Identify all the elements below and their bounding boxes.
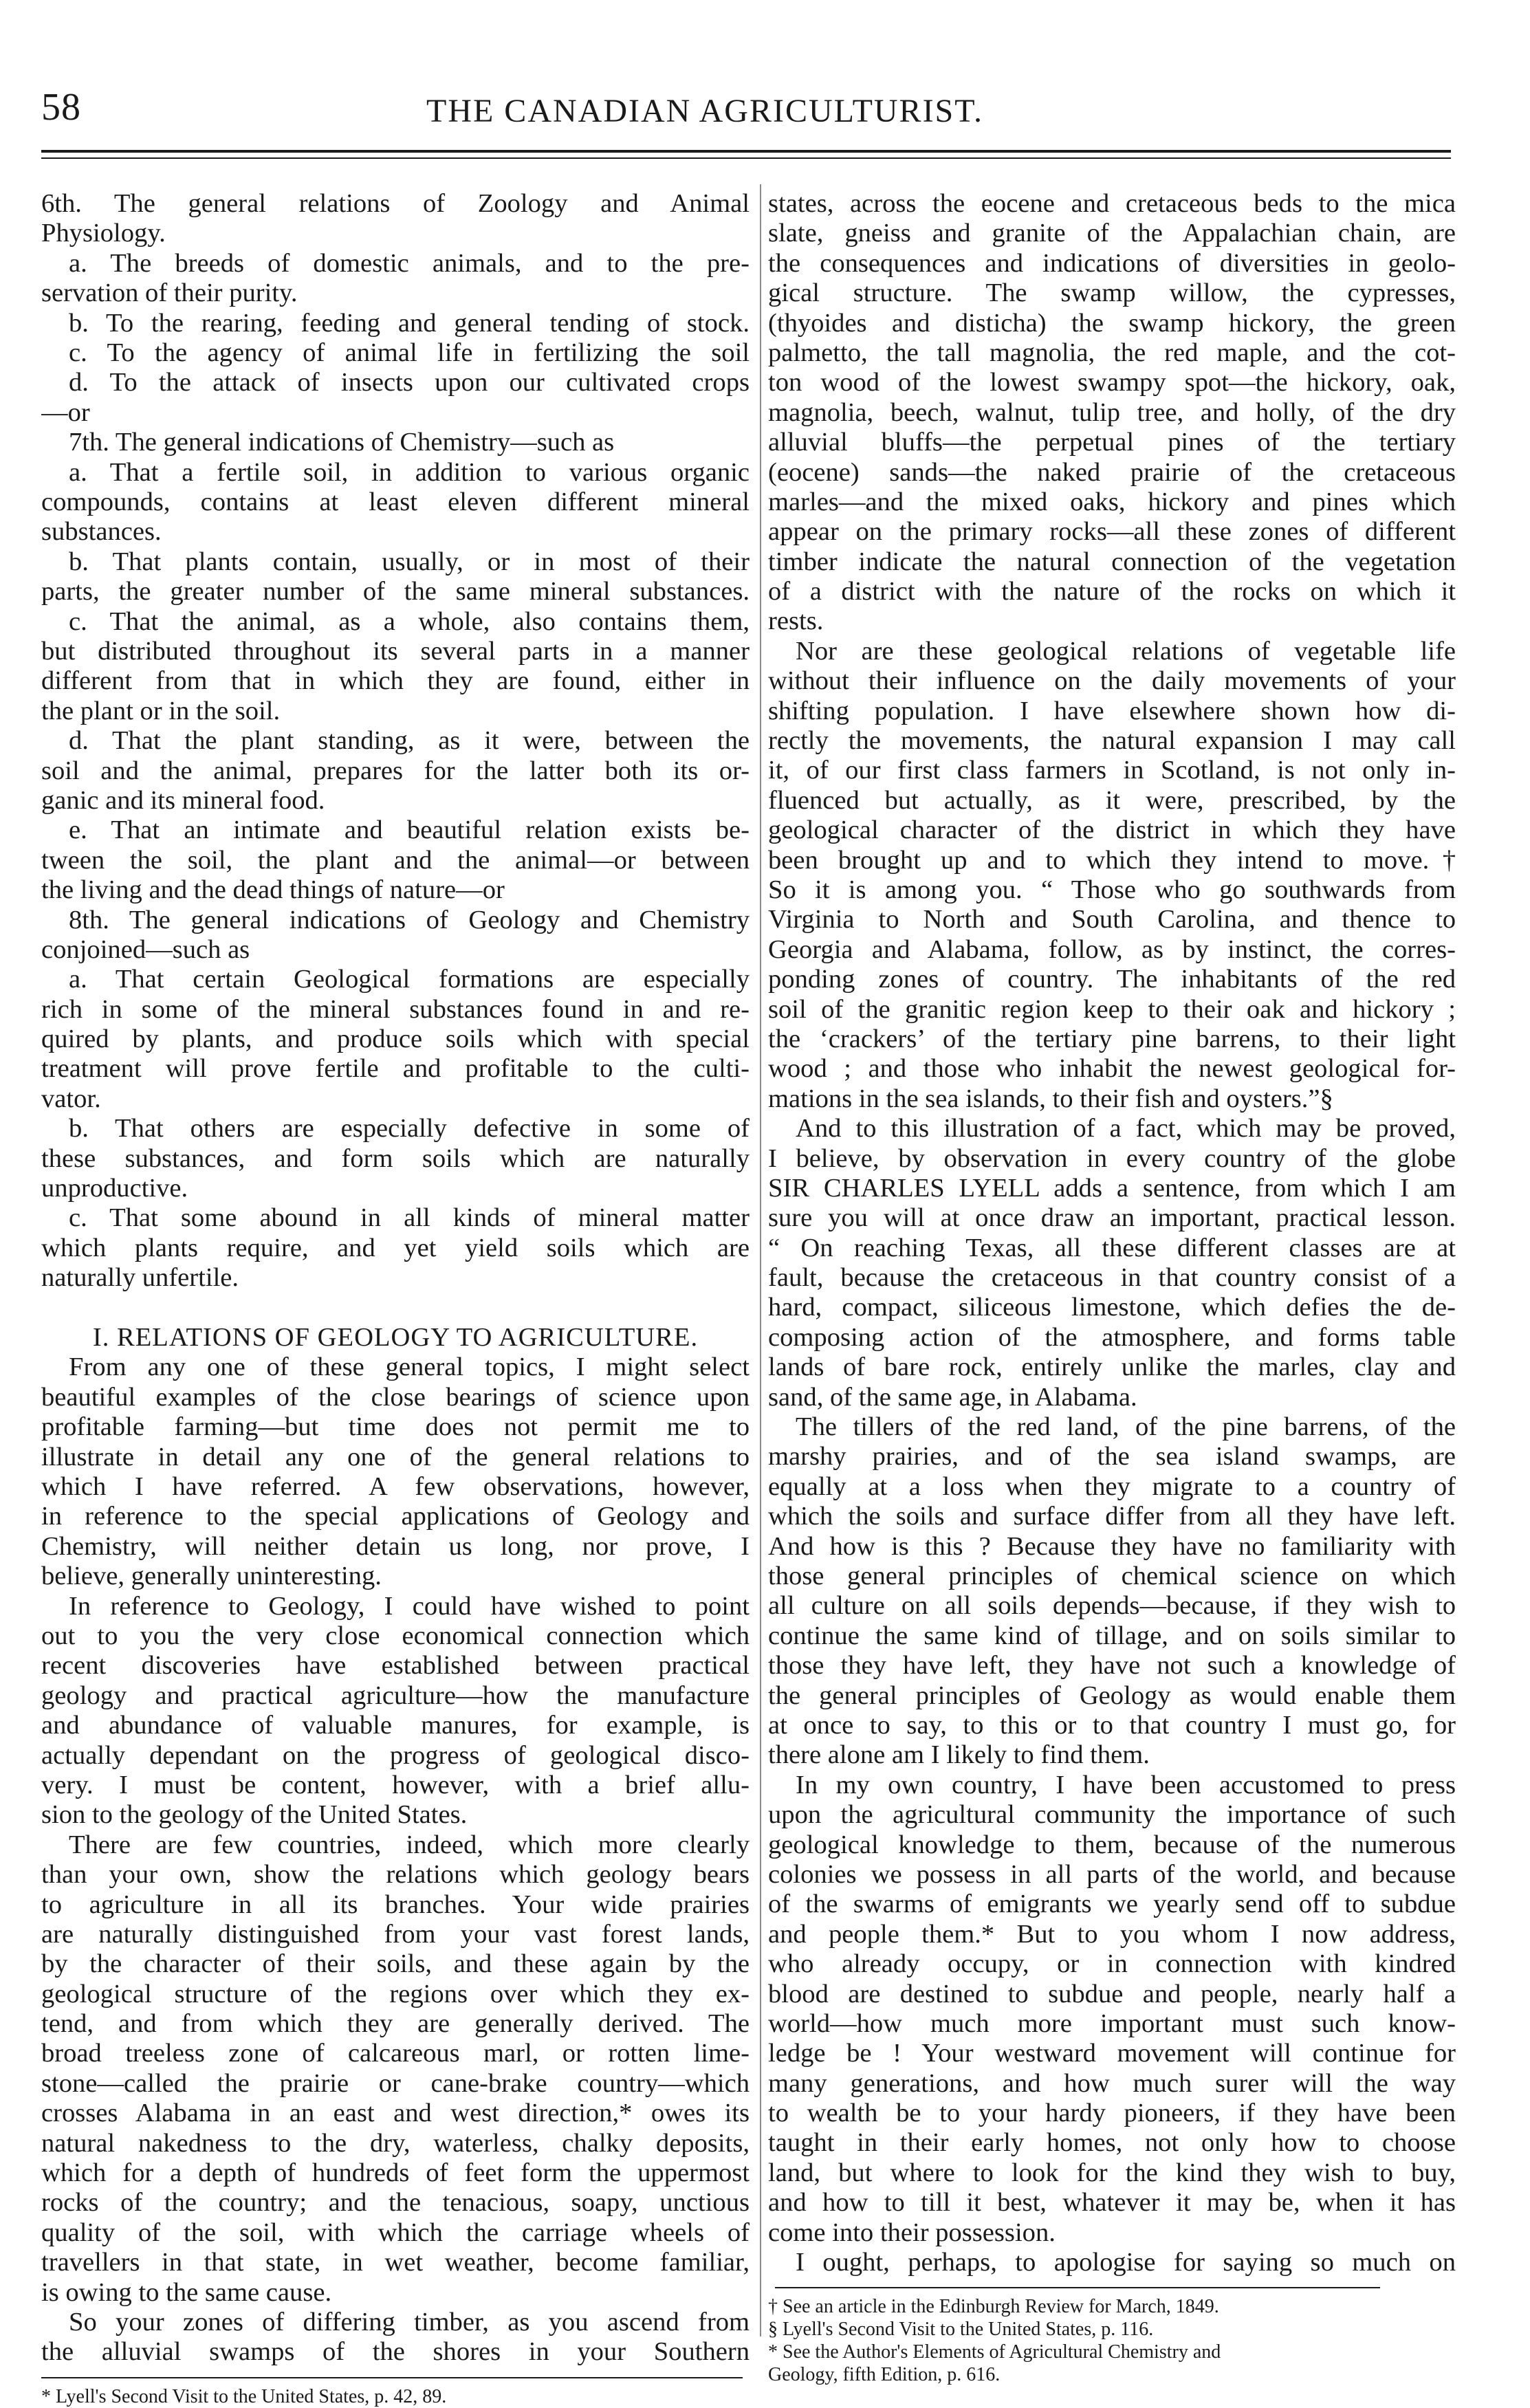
left-text-line: In reference to Geology, I could have wished to point	[69, 1591, 750, 1621]
left-text-line: and abundance of valuable manures, for example, is	[41, 1711, 750, 1740]
right-text-line: composing action of the atmosphere, and forms table	[768, 1322, 1456, 1352]
right-text-line: alluvial bluffs—the perpetual pines of the tertiary	[768, 428, 1456, 457]
left-text-line: vator.	[41, 1084, 101, 1113]
left-text-line: geological structure of the regions over which they ex-	[41, 1979, 750, 2009]
right-text-line: fault, because the cretaceous in that country consist of a	[768, 1263, 1456, 1293]
right-text-line: Georgia and Alabama, follow, as by instinct, the corres-	[768, 934, 1456, 964]
left-text-line: travellers in that state, in wet weather, become familiar,	[41, 2248, 750, 2277]
right-text-line: world—how much more important must such know-	[768, 2009, 1456, 2038]
left-text-line: rich in some of the mineral substances found in and re-	[41, 994, 750, 1024]
right-text-line: geological knowledge to them, because of the numerous	[768, 1830, 1456, 1859]
left-text-line: geology and practical agriculture—how the manufacture	[41, 1681, 750, 1710]
left-text-line: which for a depth of hundreds of feet form the uppermost	[41, 2158, 750, 2188]
left-text-line: c. That the animal, as a whole, also contains them,	[69, 606, 750, 636]
right-text-line: lands of bare rock, entirely unlike the marles, clay and	[768, 1353, 1456, 1382]
left-text-line: are naturally distinguished from your vast forest lands,	[41, 1919, 750, 1949]
right-text-line: soil of the granitic region keep to their oak and hickory ;	[768, 994, 1456, 1024]
right-text-line: been brought up and to which they intend to move.†	[768, 845, 1456, 875]
right-text-line: blood are destined to subdue and people, nearly half a	[768, 1979, 1456, 2009]
left-text-line: actually dependant on the progress of geological disco-	[41, 1740, 750, 1770]
right-footnote: * See the Author's Elements of Agricultural Chemistry and	[768, 2341, 1221, 2363]
left-text-line	[41, 1293, 750, 1323]
right-text-line: colonies we possess in all parts of the world, and because	[768, 1859, 1456, 1889]
right-text-line: slate, gneiss and granite of the Appalachian chain, are	[768, 219, 1456, 248]
left-text-line: by the character of their soils, and these again by the	[41, 1949, 750, 1979]
left-text-line: stone—called the prairie or cane-brake country—which	[41, 2068, 750, 2098]
left-text-line: b. That plants contain, usually, or in most of their	[69, 547, 750, 576]
left-text-line: very. I must be content, however, with a brief allu-	[41, 1770, 750, 1799]
left-text-line: a. That certain Geological formations are especially	[69, 965, 750, 994]
right-text-line: the ‘crackers’ of the tertiary pine barrens, to their light	[768, 1024, 1456, 1053]
left-text-line: From any one of these general topics, I might select	[69, 1353, 750, 1382]
right-text-line: shifting population. I have elsewhere shown how di-	[768, 696, 1456, 725]
left-text-line: conjoined—such as	[41, 934, 250, 964]
left-text-line: c. That some abound in all kinds of mineral matter	[69, 1203, 750, 1233]
left-text-line: which plants require, and yet yield soils which are	[41, 1233, 750, 1262]
right-text-line: all culture on all soils depends—because, if they wish to	[768, 1591, 1456, 1621]
left-text-line: unproductive.	[41, 1174, 188, 1203]
right-text-line: those general principles of chemical science on which	[768, 1562, 1456, 1591]
left-text-line: than your own, show the relations which geology bears	[41, 1860, 750, 1890]
right-text-line: wood ; and those who inhabit the newest geological for-	[768, 1054, 1456, 1084]
left-text-line: treatment will prove fertile and profitable to the culti-	[41, 1054, 750, 1084]
left-text-line: but distributed throughout its several parts in a manner	[41, 636, 750, 666]
right-text-line: “ On reaching Texas, all these different classes are at	[768, 1233, 1456, 1262]
left-text-line: substances.	[41, 517, 162, 547]
right-text-line: (eocene) sands—the naked prairie of the cretaceous	[768, 457, 1456, 487]
section-heading: I. RELATIONS OF GEOLOGY TO AGRICULTURE.	[92, 1323, 699, 1353]
right-footnote: † See an article in the Edinburgh Review for March, 1849.	[768, 2296, 1219, 2318]
right-text-line: those they have left, they have not such a knowledge of	[768, 1651, 1456, 1681]
left-text-line: out to you the very close economical connection which	[41, 1621, 750, 1650]
right-text-line: there alone am I likely to find them.	[768, 1740, 1150, 1770]
left-text-line: 8th. The general indications of Geology and Chemistry	[69, 905, 750, 934]
right-text-line: marshy prairies, and of the sea island swamps, are	[768, 1442, 1456, 1471]
left-text-line: the alluvial swamps of the shores in your Southern	[41, 2337, 750, 2367]
left-text-line: rocks of the country; and the tenacious, soapy, unctious	[41, 2188, 750, 2218]
left-text-line: to agriculture in all its branches. Your wide prairies	[41, 1890, 750, 1919]
right-text-line: ton wood of the lowest swampy spot—the hickory, oak,	[768, 368, 1456, 397]
left-text-line: b. That others are especially defective in some of	[69, 1114, 750, 1143]
left-text-line: naturally unfertile.	[41, 1263, 239, 1293]
left-text-line: crosses Alabama in an east and west direction,* owes its	[41, 2099, 750, 2128]
right-text-line: states, across the eocene and cretaceous beds to the mica	[768, 189, 1456, 218]
column-divider	[760, 184, 761, 2336]
right-text-line: And to this illustration of a fact, which may be proved,	[796, 1114, 1456, 1143]
left-text-line: parts, the greater number of the same mineral substances.	[41, 577, 750, 606]
left-text-line: illustrate in detail any one of the general relations to	[41, 1442, 750, 1471]
left-text-line: quired by plants, and produce soils which with special	[41, 1025, 750, 1054]
right-text-line: the general principles of Geology as would enable them	[768, 1681, 1456, 1710]
right-text-line: taught in their early homes, not only how to choose	[768, 2128, 1456, 2158]
left-text-line: compounds, contains at least eleven different mineral	[41, 487, 750, 516]
left-text-line: the living and the dead things of nature—or	[41, 875, 505, 905]
right-text-line: equally at a loss when they migrate to a country of	[768, 1471, 1456, 1501]
right-text-line: it, of our first class farmers in Scotland, is not only in-	[768, 756, 1456, 785]
right-text-line: rests.	[768, 606, 824, 636]
left-text-line: tend, and from which they are generally derived. The	[41, 2009, 750, 2039]
right-text-line: sure you will at once draw an important, practical lesson.	[768, 1203, 1456, 1233]
left-footnote: * Lyell's Second Visit to the United States, p. 42, 89.	[41, 2385, 447, 2407]
right-text-line: The tillers of the red land, of the pine barrens, of the	[796, 1412, 1456, 1442]
right-text-line: sand, of the same age, in Alabama.	[768, 1382, 1137, 1412]
right-text-line: rectly the movements, the natural expansion I may call	[768, 726, 1456, 756]
left-text-line: 6th. The general relations of Zoology and Animal	[41, 189, 750, 218]
right-text-line: land, but where to look for the kind they wish to buy,	[768, 2158, 1456, 2187]
right-text-line: I ought, perhaps, to apologise for saying so much on	[796, 2248, 1456, 2277]
left-text-line: d. To the attack of insects upon our cultivated crops	[69, 368, 750, 397]
right-text-line: In my own country, I have been accustomed to press	[796, 1770, 1456, 1799]
left-text-line: the plant or in the soil.	[41, 696, 281, 725]
running-head: THE CANADIAN AGRICULTURIST.	[426, 93, 983, 129]
left-text-line: Chemistry, will neither detain us long, nor prove, I	[41, 1531, 750, 1561]
right-text-line: gical structure. The swamp willow, the cypresses,	[768, 278, 1456, 308]
left-text-line: recent discoveries have established between practical	[41, 1651, 750, 1681]
left-text-line: servation of their purity.	[41, 278, 298, 308]
left-text-line: quality of the soil, with which the carriage wheels of	[41, 2218, 750, 2247]
left-text-line: beautiful examples of the close bearings of science upon	[41, 1382, 750, 1412]
right-text-line: Virginia to North and South Carolina, and thence to	[768, 905, 1456, 934]
right-text-line: Nor are these geological relations of vegetable life	[796, 636, 1456, 666]
right-text-line: So it is among you. “ Those who go southwards from	[768, 875, 1456, 904]
right-text-line: without their influence on the daily movements of your	[768, 666, 1456, 696]
right-text-line: (thyoides and disticha) the swamp hickory, the green	[768, 308, 1456, 338]
left-text-line: broad treeless zone of calcareous marl, or rotten lime-	[41, 2039, 750, 2068]
right-text-line: and people them.* But to you whom I now address,	[768, 1919, 1456, 1949]
right-text-line: ponding zones of country. The inhabitants of the red	[768, 965, 1456, 994]
right-text-line: magnolia, beech, walnut, tulip tree, and holly, of the dry	[768, 397, 1456, 427]
right-text-line: come into their possession.	[768, 2218, 1056, 2247]
right-text-line: to wealth be to your hardy pioneers, if they have been	[768, 2099, 1456, 2128]
right-text-line: which the soils and surface differ from all they have left.	[768, 1502, 1456, 1531]
right-text-line: marles—and the mixed oaks, hickory and pines which	[768, 487, 1456, 516]
left-text-line: ganic and its mineral food.	[41, 785, 325, 815]
right-text-line: who already occupy, or in connection with kindred	[768, 1949, 1456, 1979]
right-text-line: fluenced but actually, as it were, prescribed, by the	[768, 785, 1456, 815]
left-text-line: tween the soil, the plant and the animal—or between	[41, 845, 750, 875]
header-rule-thin	[41, 157, 1451, 159]
left-text-line: these substances, and form soils which are naturally	[41, 1143, 750, 1173]
left-text-line: —or	[41, 397, 90, 427]
right-footnote: Geology, fifth Edition, p. 616.	[768, 2364, 1001, 2386]
left-text-line: There are few countries, indeed, which more clearly	[69, 1830, 750, 1859]
left-text-line: sion to the geology of the United States.	[41, 1800, 468, 1830]
left-column	[41, 189, 750, 2408]
left-footnote-rule	[41, 2377, 743, 2378]
right-column	[768, 189, 1456, 2386]
right-text-line: And how is this ? Because they have no familiarity with	[768, 1531, 1456, 1561]
left-text-line: natural nakedness to the dry, waterless, chalky deposits,	[41, 2128, 750, 2158]
right-text-line: hard, compact, siliceous limestone, which defies the de-	[768, 1293, 1456, 1322]
left-text-line: which I have referred. A few observations, however,	[41, 1472, 750, 1502]
right-text-line: continue the same kind of tillage, and on soils similar to	[768, 1621, 1456, 1650]
right-text-line: and how to till it best, whatever it may be, when it has	[768, 2188, 1456, 2218]
left-text-line: So your zones of differing timber, as you ascend from	[69, 2308, 750, 2336]
right-text-line: timber indicate the natural connection of the vegetation	[768, 547, 1456, 576]
page-number: 58	[41, 86, 81, 129]
right-text-line: appear on the primary rocks—all these zones of different	[768, 517, 1456, 547]
right-text-line: of a district with the nature of the rocks on which it	[768, 577, 1456, 606]
right-text-line: SIR CHARLES LYELL adds a sentence, from which I am	[768, 1173, 1456, 1203]
right-text-line: mations in the sea islands, to their fish and oysters.”§	[768, 1084, 1333, 1113]
right-footnote: § Lyell's Second Visit to the United States, p. 116.	[768, 2319, 1154, 2341]
right-text-line: palmetto, the tall magnolia, the red maple, and the cot-	[768, 338, 1456, 367]
right-text-line: upon the agricultural community the importance of such	[768, 1800, 1456, 1830]
left-text-line: a. The breeds of domestic animals, and to the pre-	[69, 248, 750, 278]
right-text-line: many generations, and how much surer will the way	[768, 2068, 1456, 2098]
header-rule-thick	[41, 150, 1451, 153]
right-text-line: the consequences and indications of diversities in geolo-	[768, 248, 1456, 278]
left-text-line: b. To the rearing, feeding and general tending of stock.	[69, 308, 750, 338]
left-text-line: profitable farming—but time does not permit me to	[41, 1412, 750, 1442]
left-text-line: in reference to the special applications of Geology and	[41, 1502, 750, 1531]
left-text-line: is owing to the same cause.	[41, 2277, 332, 2307]
right-text-line: at once to say, to this or to that country I must go, for	[768, 1710, 1456, 1740]
left-text-line: e. That an intimate and beautiful relation exists be-	[69, 816, 750, 845]
right-text-line: of the swarms of emigrants we yearly send off to subdue	[768, 1890, 1456, 1919]
right-text-line: I believe, by observation in every country of the globe	[768, 1143, 1456, 1173]
right-text-line: geological character of the district in which they have	[768, 816, 1456, 845]
left-text-line: a. That a fertile soil, in addition to various organic	[69, 457, 750, 487]
left-text-line: c. To the agency of animal life in fertilizing the soil	[69, 338, 750, 367]
left-text-line: d. That the plant standing, as it were, between the	[69, 726, 750, 756]
left-text-line: 7th. The general indications of Chemistry—such as	[69, 428, 615, 457]
left-text-line: soil and the animal, prepares for the latter both its or-	[41, 756, 750, 785]
left-text-line: believe, generally uninteresting.	[41, 1562, 382, 1591]
right-footnote-rule	[775, 2287, 1380, 2288]
left-text-line: Physiology.	[41, 219, 166, 248]
left-text-line: different from that in which they are found, either in	[41, 666, 750, 696]
right-text-line: ledge be ! Your westward movement will continue for	[768, 2039, 1456, 2068]
